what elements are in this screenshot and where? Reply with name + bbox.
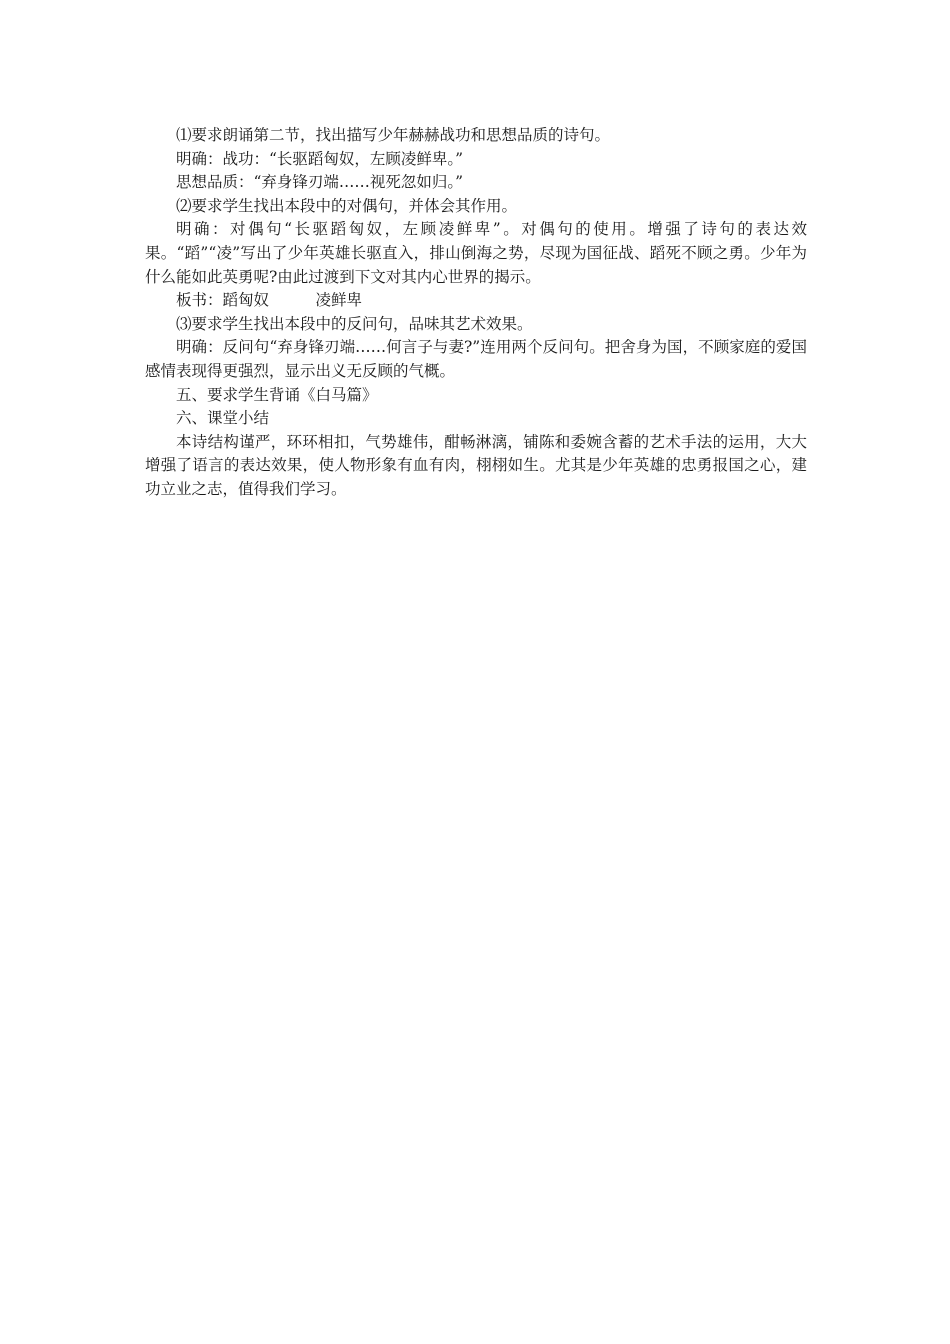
paragraph-board-notes bbox=[145, 289, 807, 313]
document-body bbox=[145, 124, 807, 502]
paragraph-task-1: ⑴要求朗诵第二节，找出描写少年赫赫战功和思想品质的诗句。 bbox=[176, 126, 611, 144]
board-notes-label: 板书：蹈匈奴 bbox=[176, 291, 270, 310]
paragraph-task-3: ⑶要求学生找出本段中的反问句，品味其艺术效果。 bbox=[176, 314, 533, 333]
board-notes-item: 凌鲜卑 bbox=[315, 291, 363, 310]
paragraph-summary: 本诗结构谨严，环环相扣，气势雄伟，酣畅淋漓，铺陈和委婉含蓄的艺术手法的运用，大大增强了语言的表达效果，使人物形象有血有肉，栩栩如生。尤其是少年英雄的忠勇报国之心，建功立业之志，值得我们学习。 bbox=[145, 432, 807, 498]
paragraph-answer-3: 明确：反问句“弃身锋刃端……何言子与妻?”连用两个反问句。把舍身为国，不顾家庭的爱国感情表现得更强烈，显示出义无反顾的气概。 bbox=[145, 338, 807, 380]
paragraph-answer-1-quality: 思想品质：“弃身锋刃端……视死忽如归。” bbox=[176, 173, 464, 192]
paragraph-answer-2: 明确：对偶句“长驱蹈匈奴，左顾凌鲜卑”。对偶句的使用。增强了诗句的表达效果。“蹈”“凌”写出了少年英雄长驱直入，排山倒海之势，尽现为国征战、蹈死不顾之勇。少年为什么能如此英勇呢?由此过渡到下文对其内心世界的揭示。 bbox=[145, 220, 807, 286]
paragraph-answer-1: 明确：战功：“长驱蹈匈奴，左顾凌鲜卑。” bbox=[176, 149, 464, 168]
paragraph-task-2: ⑵要求学生找出本段中的对偶句，并体会其作用。 bbox=[176, 196, 518, 215]
section-heading-summary: 六、课堂小结 bbox=[176, 409, 270, 428]
section-heading-recite: 五、要求学生背诵《白马篇》 bbox=[176, 385, 378, 404]
